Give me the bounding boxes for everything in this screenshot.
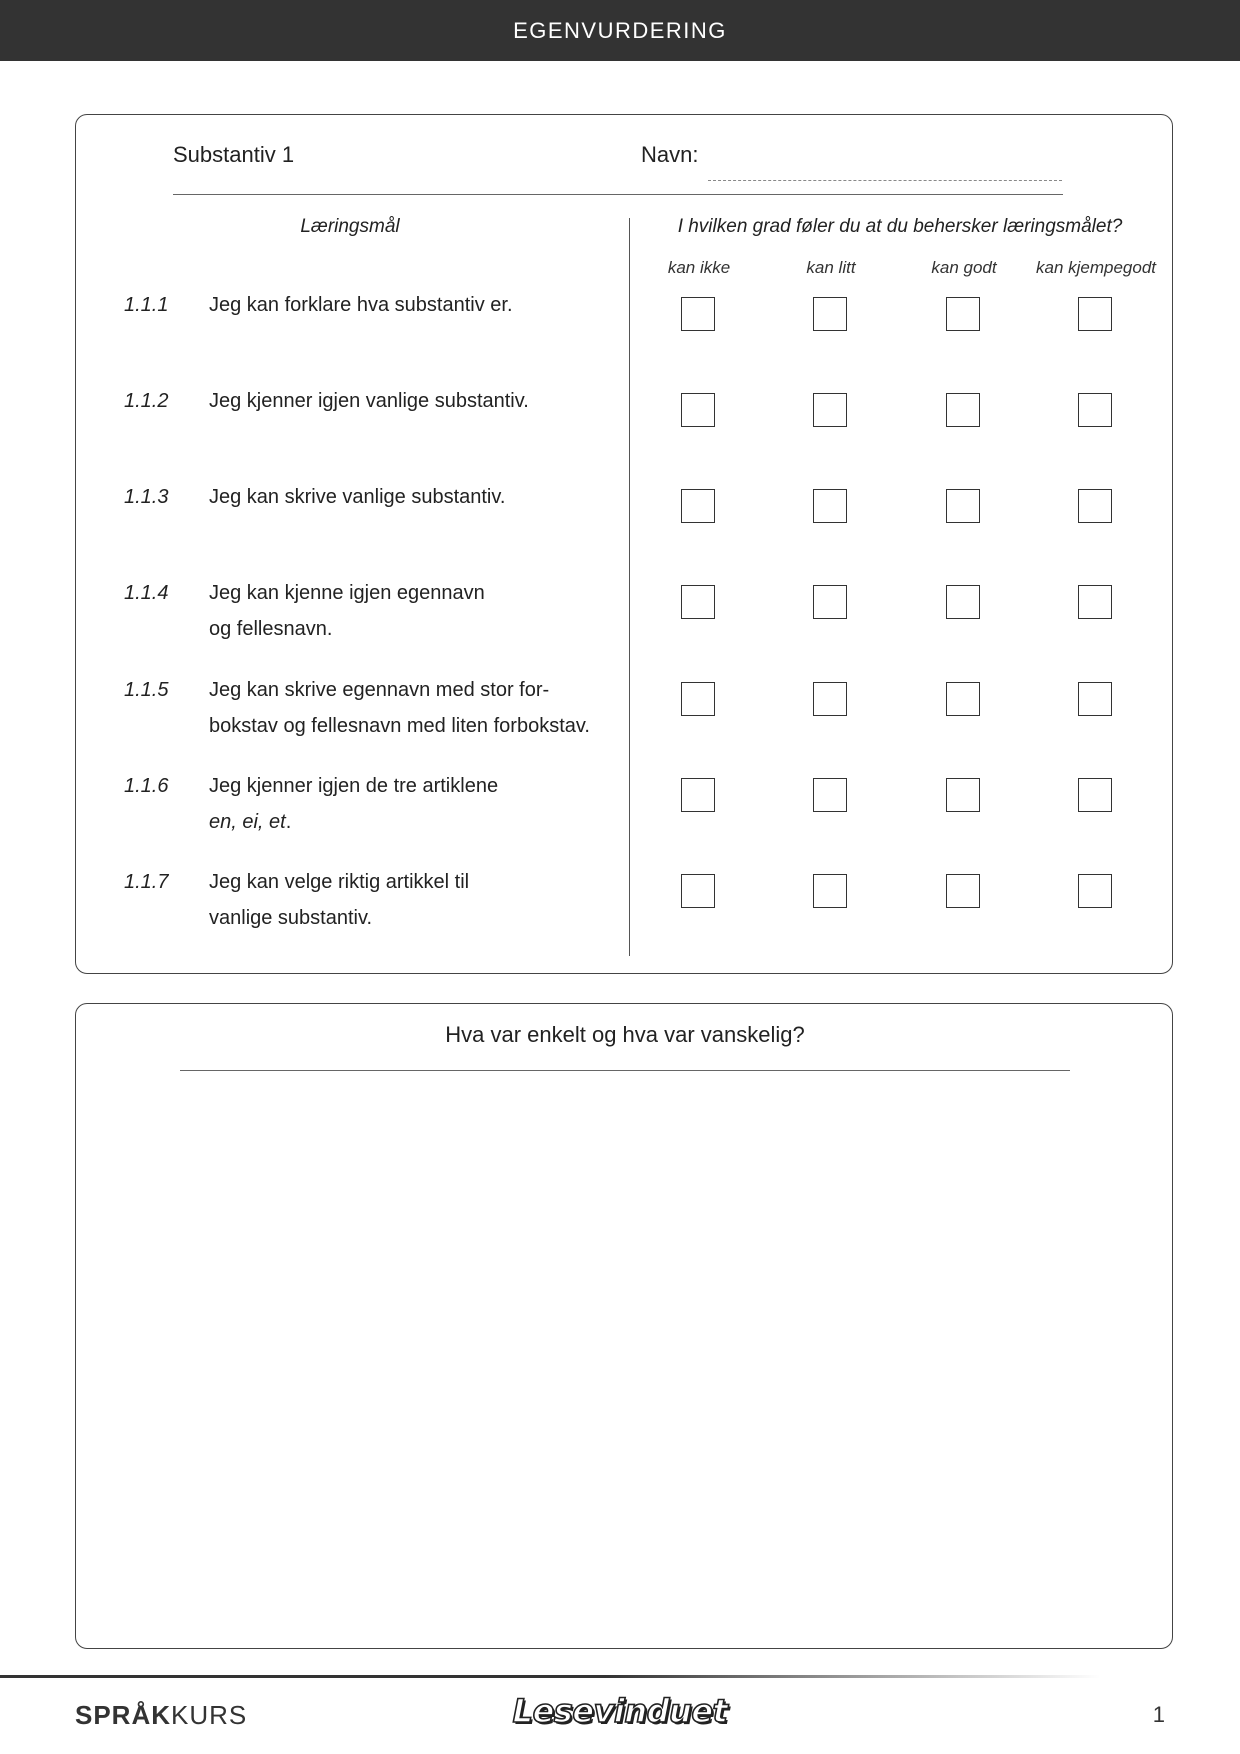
rating-checkbox[interactable]	[946, 874, 980, 908]
rating-checkbox[interactable]	[813, 393, 847, 427]
rating-label-kan-litt: kan litt	[806, 258, 856, 277]
rating-checkbox[interactable]	[813, 585, 847, 619]
goal-text	[209, 383, 629, 419]
goal-text-line: Jeg kan forklare hva substantiv er.	[209, 294, 513, 316]
brand-bold: SPRÅK	[75, 1700, 172, 1730]
rating-checkbox[interactable]	[1078, 778, 1112, 812]
goal-text	[209, 672, 629, 744]
rating-checkbox[interactable]	[681, 585, 715, 619]
subject-title: Substantiv 1	[173, 142, 295, 167]
rating-checkbox[interactable]	[1078, 393, 1112, 427]
punctuation: .	[285, 811, 292, 833]
page-number: 1	[1152, 1702, 1165, 1727]
goal-number: 1.1.2	[124, 390, 169, 412]
rating-checkbox[interactable]	[946, 393, 980, 427]
rating-checkbox[interactable]	[681, 489, 715, 523]
reflection-divider	[180, 1070, 1070, 1071]
lesevinduet-logo: Lesevinduet	[512, 1692, 728, 1730]
rating-label-kan-kjempegodt: kan kjempegodt	[1035, 258, 1157, 277]
goal-text-line	[209, 804, 629, 840]
goal-text	[209, 287, 629, 323]
rating-checkbox[interactable]	[1078, 682, 1112, 716]
rating-checkbox[interactable]	[946, 682, 980, 716]
rating-checkbox[interactable]	[681, 778, 715, 812]
header-divider	[173, 194, 1063, 195]
name-label: Navn:	[641, 142, 699, 167]
rating-checkbox[interactable]	[946, 297, 980, 331]
rating-checkbox[interactable]	[946, 585, 980, 619]
reflection-answer-field[interactable]	[95, 1090, 1157, 1634]
rating-checkbox[interactable]	[1078, 297, 1112, 331]
rating-question: I hvilken grad føler du at du behersker læringsmålet?	[677, 216, 1123, 237]
brand-logo	[75, 1700, 247, 1731]
goal-text-line: Jeg kan skrive egennavn med stor for-	[209, 679, 550, 701]
rating-checkbox[interactable]	[681, 682, 715, 716]
goal-text	[209, 479, 629, 515]
rating-checkbox[interactable]	[1078, 874, 1112, 908]
self-assessment-box	[75, 114, 1173, 974]
goal-text-line: Jeg kan skrive vanlige substantiv.	[209, 486, 506, 508]
rating-checkbox[interactable]	[681, 393, 715, 427]
rating-checkbox[interactable]	[946, 778, 980, 812]
page-title: EGENVURDERING	[513, 17, 727, 43]
rating-checkbox[interactable]	[813, 682, 847, 716]
rating-checkbox[interactable]	[813, 489, 847, 523]
goal-number: 1.1.1	[124, 294, 169, 316]
goal-number: 1.1.7	[124, 871, 169, 893]
reflection-title: Hva var enkelt og hva var vanskelig?	[445, 1022, 805, 1047]
brand-regular: KURS	[171, 1700, 248, 1730]
goal-text-line: Jeg kjenner igjen vanlige substantiv.	[209, 390, 529, 412]
rating-checkbox[interactable]	[681, 874, 715, 908]
article-list: en, ei, et	[209, 811, 286, 833]
goal-text-line: bokstav og fellesnavn med liten forbokstav.	[209, 715, 590, 737]
rating-checkbox[interactable]	[946, 489, 980, 523]
goals-heading: Læringsmål	[300, 216, 400, 237]
column-divider	[629, 218, 630, 956]
name-field[interactable]	[708, 180, 1062, 181]
goal-number: 1.1.5	[124, 679, 169, 701]
rating-checkbox[interactable]	[681, 297, 715, 331]
footer-divider	[0, 1675, 1100, 1678]
rating-checkbox[interactable]	[813, 874, 847, 908]
goal-number: 1.1.3	[124, 486, 169, 508]
goal-text-line: Jeg kjenner igjen de tre artiklene	[209, 775, 499, 797]
goal-text-line: Jeg kan velge riktig artikkel til	[209, 871, 470, 893]
rating-checkbox[interactable]	[813, 778, 847, 812]
rating-checkbox[interactable]	[1078, 585, 1112, 619]
rating-checkbox[interactable]	[813, 297, 847, 331]
goal-number: 1.1.4	[124, 582, 169, 604]
goal-text	[209, 768, 629, 840]
goal-number: 1.1.6	[124, 775, 169, 797]
goal-text-line: Jeg kan kjenne igjen egennavn	[209, 582, 485, 604]
page-header	[0, 0, 1240, 61]
goal-text-line: og fellesnavn.	[209, 618, 333, 640]
rating-label-kan-ikke: kan ikke	[667, 258, 731, 277]
goal-text-line: vanlige substantiv.	[209, 907, 373, 929]
goal-text	[209, 864, 629, 936]
rating-checkbox[interactable]	[1078, 489, 1112, 523]
goal-text	[209, 575, 629, 647]
rating-label-kan-godt: kan godt	[931, 258, 997, 277]
